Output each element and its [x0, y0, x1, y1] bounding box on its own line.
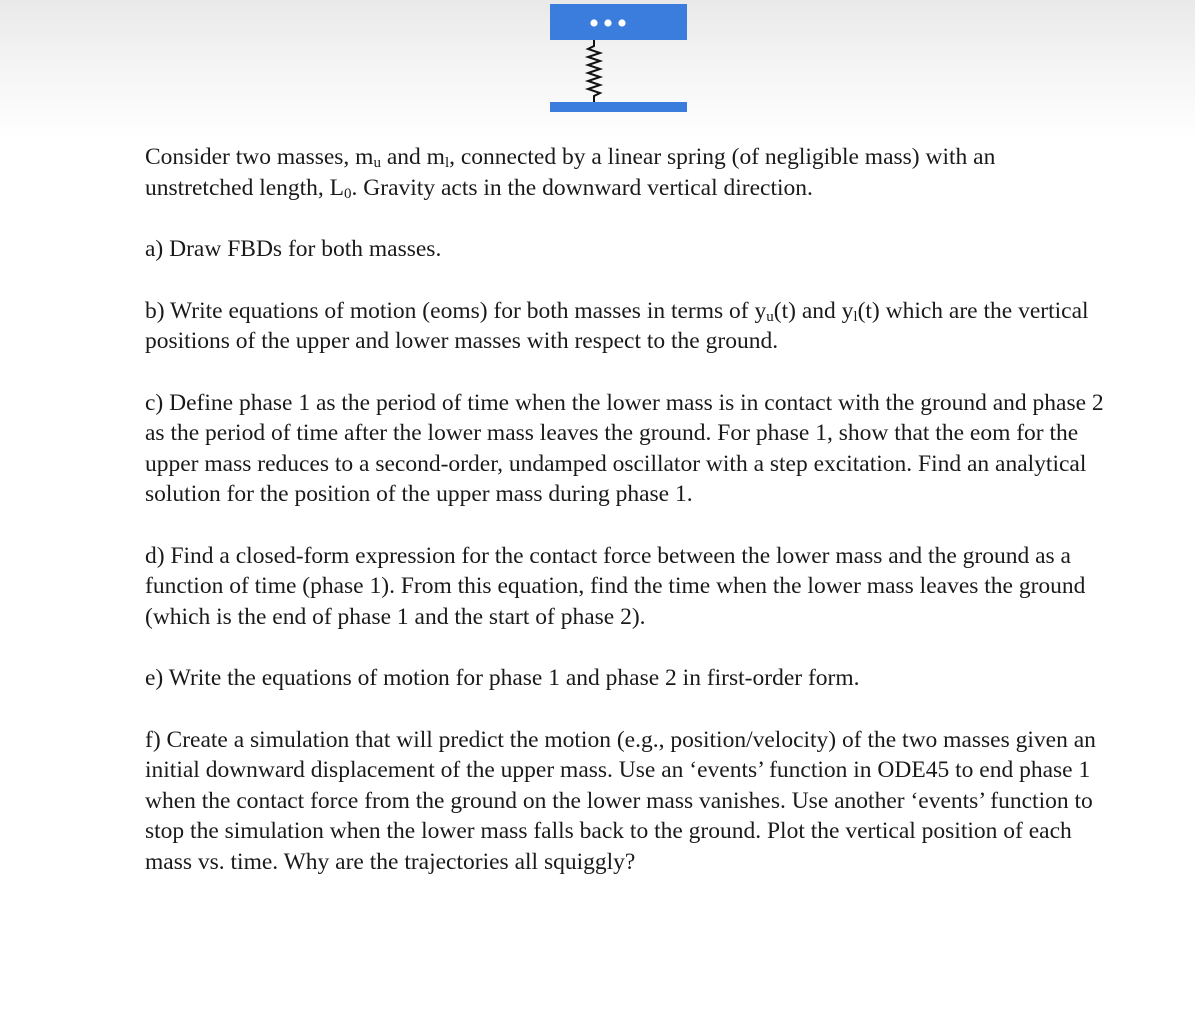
- question-f: f) Create a simulation that will predict the motion (e.g., position/velocity) of the two masses given an initial downward displacement of the upper mass. Use an ‘events’ function in ODE45 to end phase 1 when the contact force from the ground on the lower mass vanishes. Use another ‘events’ function to stop the simulation when the lower mass falls back to the ground. Plot the vertical position of each mass vs. time. Why are the trajectories all squiggly?: [145, 726, 1096, 875]
- question-a: a) Draw FBDs for both masses.: [145, 236, 442, 262]
- dot-icon: [618, 19, 625, 26]
- question-d: d) Find a closed-form expression for the contact force between the lower mass and the ground as a function of time (phase 1). From this equation, find the time when the lower mass leaves the ground (which is the end of phase 1 and the start of phase 2).: [145, 542, 1086, 630]
- mass-spring-diagram: [550, 4, 687, 114]
- question-e: e) Write the equations of motion for phase 1 and phase 2 in first-order form.: [145, 665, 860, 691]
- question-b: b) Write equations of motion (eoms) for both masses in terms of $y_u(t)$ and $y_l(t)$ which are the vertical positions of the upper and lower masses with respect to the ground.: [145, 297, 1089, 354]
- intro-paragraph: Consider two masses, $m_u$ and $m_l$, connected by a linear spring (of negligible mass) with an unstretched length, $L_0$. Gravity acts in the downward vertical direction.: [145, 144, 996, 202]
- lower-mass-bar: [550, 102, 687, 112]
- spring-icon: [588, 40, 600, 102]
- dot-icon: [590, 19, 597, 26]
- upper-mass-block: [550, 4, 687, 40]
- question-c: c) Define phase 1 as the period of time when the lower mass is in contact with the ground and phase 2 as the period of time after the lower mass leaves the ground. For phase 1, show that the eom for the upper mass reduces to a second-order, undamped oscillator with a step excitation. Find an analytical solution for the position of the upper mass during phase 1.: [145, 389, 1104, 507]
- dot-icon: [604, 19, 611, 26]
- problem-text: [145, 142, 1105, 877]
